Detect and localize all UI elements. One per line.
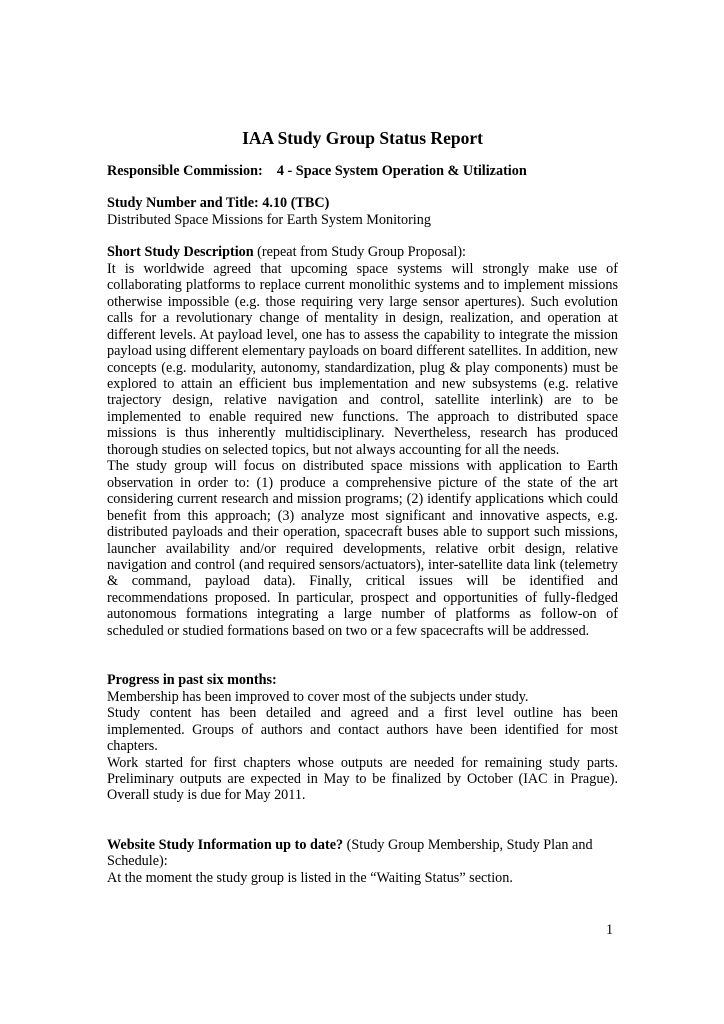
website-section xyxy=(107,837,618,886)
progress-section xyxy=(107,672,618,804)
website-note: (Study Group Membership, Study Plan and Schedule): xyxy=(107,836,593,870)
document-page xyxy=(107,128,618,902)
commission-value: 4 - Space System Operation & Utilization xyxy=(276,163,527,179)
description-section xyxy=(107,244,618,639)
website-text: At the moment the study group is listed in the “Waiting Status” section. xyxy=(107,869,513,886)
progress-paragraph: Membership has been improved to cover most of the subjects under study. xyxy=(107,688,529,705)
study-title: Distributed Space Missions for Earth System Monitoring xyxy=(107,211,431,228)
study-heading: Study Number and Title: 4.10 (TBC) xyxy=(107,195,330,212)
description-note: (repeat from Study Group Proposal): xyxy=(253,244,467,261)
description-heading-line xyxy=(107,244,618,260)
commission-line xyxy=(107,163,618,179)
website-heading: Website Study Information up to date? xyxy=(107,836,344,853)
progress-paragraph: Study content has been detailed and agreed and a first level outline has been implemented. Groups of authors and contact authors have been identified for most chapters. xyxy=(107,705,618,755)
progress-paragraph: Work started for first chapters whose outputs are needed for remaining study parts. Preliminary outputs are expected in May to be finalized by October (IAC in Prague). Overall study is due for May 2011. xyxy=(107,754,618,804)
commission-label: Responsible Commission: xyxy=(107,163,263,179)
document-title: IAA Study Group Status Report xyxy=(242,128,483,148)
description-heading: Short Study Description xyxy=(107,244,254,261)
description-paragraph: It is worldwide agreed that upcoming space systems will strongly make use of collaborating platforms to replace current monolithic systems and to implement missions otherwise impossible (e.g. those requiring very large sensor apertures). Such evolution calls for a revolutionary change of mentality in design, realization, and operation at different levels. At payload level, one has to assess the capability to integrate the mission payload using different elementary payloads on board different satellites. In addition, new concepts (e.g. modularity, autonomy, standardization, plug & play components) must be explored to attain an efficient bus implementation and new subsystems (e.g. relative trajectory design, relative navigation and control, satellite interlink) are to be implemented to enable required new functions. The approach to distributed space missions is thus inherently multidisciplinary. Nevertheless, research has produced thorough studies on selected topics, but not always accounting for all the needs. xyxy=(107,260,618,458)
description-paragraph: The study group will focus on distributed space missions with application to Earth observation in order to: (1) produce a comprehensive picture of the state of the art considering current research and mission programs; (2) identify applications which could benefit from this approach; (3) analyze most significant and innovative aspects, e.g. distributed payloads and their operation, spacecraft buses able to support such missions, launcher availability and/or required developments, relative orbit design, relative navigation and control (and required sensors/actuators), inter-satellite data link (telemetry & command, payload data). Finally, critical issues will be identified and recommendations proposed. In particular, prospect and opportunities of fully-fledged autonomous formations integrating a large number of platforms as follow-on of scheduled or studied formations based on two or a few spacecrafts will be addressed. xyxy=(107,458,618,639)
page-number: 1 xyxy=(606,922,614,938)
website-heading-line xyxy=(107,837,618,870)
study-section xyxy=(107,195,618,228)
progress-heading: Progress in past six months: xyxy=(107,672,277,689)
